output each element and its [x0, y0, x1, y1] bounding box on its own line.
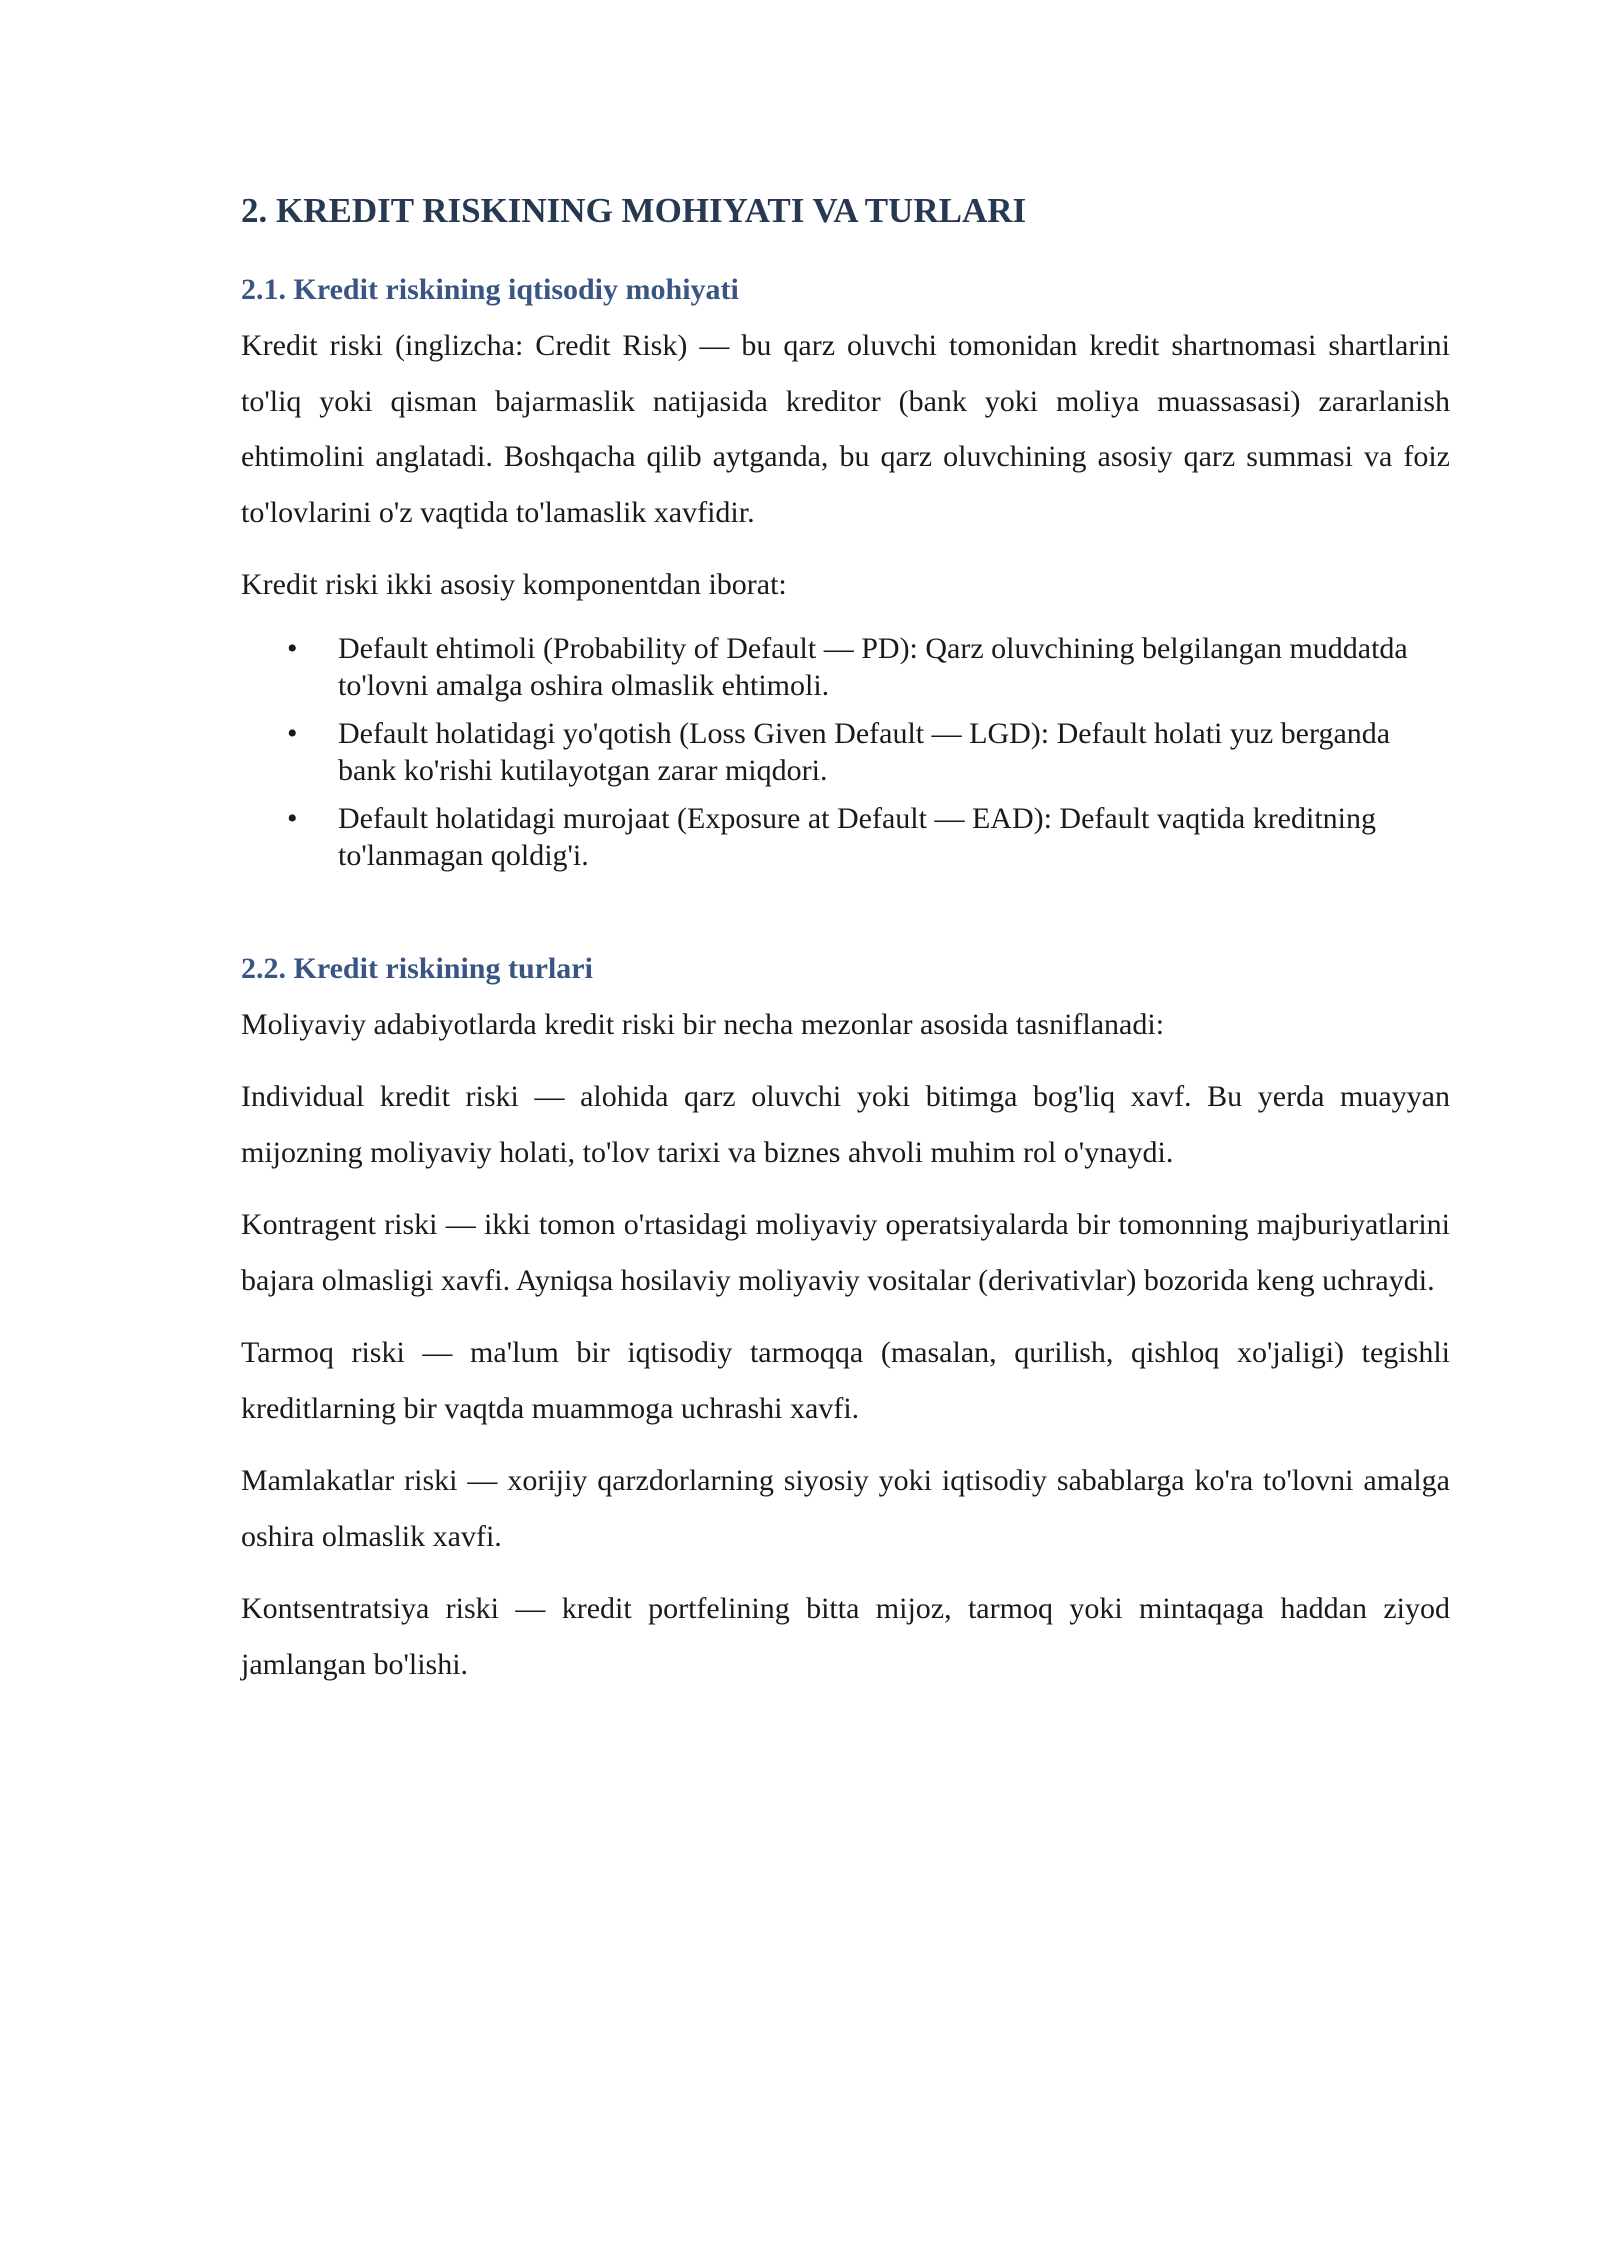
list-item-text: Default holatidagi yo'qotish (Loss Given Default — LGD): Default holati yuz berganda bank ko'rishi kutilayotgan zarar miqdori.: [338, 716, 1391, 787]
section-1-paragraph-2: Kredit riski ikki asosiy komponentdan iborat:: [241, 568, 787, 601]
section-1-paragraph-1: Kredit riski (inglizcha: Credit Risk) — bu qarz oluvchi tomonidan kredit shartnomasi shartlarini to'liq yoki qisman bajarmaslik natijasida kreditor (bank yoki moliya muassasasi) zararlanish ehtimolini anglatadi. Boshqacha qilib aytganda, bu qarz oluvchining asosiy qarz summasi va foiz to'lovlarini o'z vaqtida to'lamaslik xavfidir.: [241, 329, 1450, 529]
components-list: [241, 630, 1450, 875]
list-item: [241, 715, 1450, 790]
section-1-heading: 2.1. Kredit riskining iqtisodiy mohiyati: [241, 273, 739, 306]
list-item: [241, 630, 1450, 705]
section-2-paragraph: Tarmoq riski — ma'lum bir iqtisodiy tarmoqqa (masalan, qurilish, qishloq xo'jaligi) tegishli kreditlarning bir vaqtda muammoga uchrashi xavfi.: [241, 1336, 1450, 1425]
section-2-heading: 2.2. Kredit riskining turlari: [241, 951, 593, 985]
bullet-marker: •: [287, 631, 298, 665]
bullet-marker: •: [287, 716, 298, 750]
section-2-paragraph: Kontragent riski — ikki tomon o'rtasidagi moliyaviy operatsiyalarda bir tomonning majburiyatlarini bajara olmasligi xavfi. Ayniqsa hosilaviy moliyaviy vositalar (derivativlar) bozorida keng uchraydi.: [241, 1208, 1450, 1297]
section-2-heading-block: [241, 951, 1450, 997]
list-item-text: Default ehtimoli (Probability of Default — PD): Qarz oluvchining belgilangan muddatda to'lovni amalga oshira olmaslik ehtimoli.: [338, 631, 1408, 702]
section-2-paragraph: Mamlakatlar riski — xorijiy qarzdorlarning siyosiy yoki iqtisodiy sabablarga ko'ra to'lovni amalga oshira olmaslik xavfi.: [241, 1464, 1450, 1553]
list-item: [241, 800, 1450, 875]
section-2-paragraph: Individual kredit riski — alohida qarz oluvchi yoki bitimga bog'liq xavf. Bu yerda muayyan mijozning moliyaviy holati, to'lov tarixi va biznes ahvoli muhim rol o'ynaydi.: [241, 1080, 1450, 1169]
list-item-text: Default holatidagi murojaat (Exposure at Default — EAD): Default vaqtida kreditning to'lanmagan qoldig'i.: [338, 801, 1377, 872]
page-title: 2. KREDIT RISKINING MOHIYATI VA TURLARI: [241, 191, 1027, 230]
section-1-heading-block: [241, 272, 1450, 318]
bullet-marker: •: [287, 801, 298, 835]
section-2-paragraph: Kontsentratsiya riski — kredit portfelining bitta mijoz, tarmoq yoki mintaqaga haddan ziyod jamlangan bo'lishi.: [241, 1592, 1450, 1681]
title-block: [241, 190, 1450, 272]
section-2-intro: Moliyaviy adabiyotlarda kredit riski bir necha mezonlar asosida tasniflanadi:: [241, 1007, 1165, 1041]
document-page: [241, 190, 1450, 1709]
